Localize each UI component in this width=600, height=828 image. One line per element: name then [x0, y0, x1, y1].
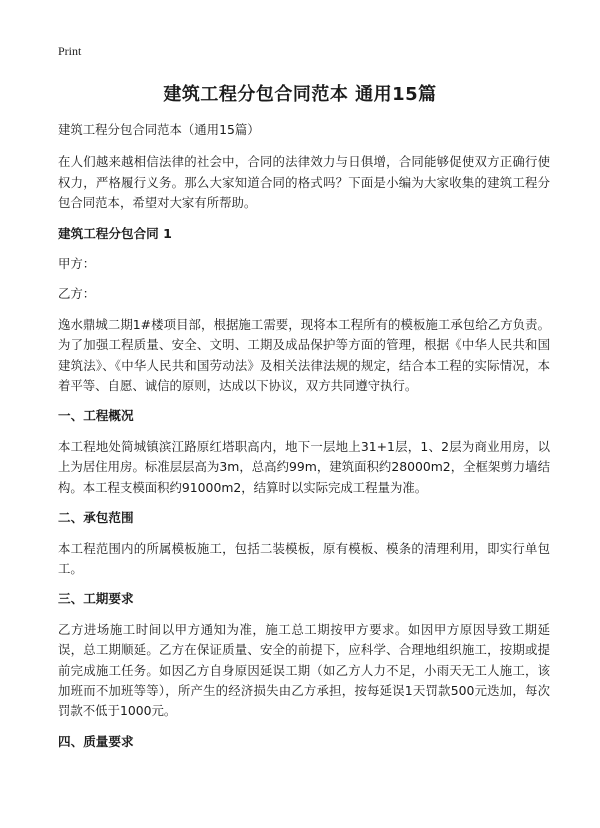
section-heading-schedule: 三、工期要求	[58, 591, 134, 607]
party-b-line: 乙方：	[58, 286, 96, 302]
section-body-overview: 本工程地处简城镇滨江路原红塔职高内，地下一层地上31+1层，1、2层为商业用房，以上为居住用房。标准层层高为3m，总高约99m，建筑面积约28000m2，全框架剪力墙结构。本工程支模面积约91000m2，结算时以实际完成工程量为准。	[58, 438, 550, 495]
document-content	[58, 120, 550, 762]
section-heading-overview: 一、工程概况	[58, 408, 134, 424]
contract-heading: 建筑工程分包合同 1	[58, 225, 172, 241]
section-heading-quality: 四、质量要求	[58, 733, 134, 749]
preamble-paragraph: 逸水鼎城二期1#楼项目部，根据施工需要，现将本工程所有的模板施工承包给乙方负责。为了加强工程质量、安全、文明、工期及成品保护等方面的管理，根据《中华人民共和国建筑法》、《中华人民共和国劳动法》及相关法律法规的规定，结合本工程的实际情况，本着平等、自愿、诚信的原则，达成以下协议，双方共同遵守执行。	[58, 316, 550, 394]
section-body-scope: 本工程范围内的所属模板施工，包括二装模板，原有模板、模条的清理利用，即实行单包工。	[58, 540, 550, 576]
section-heading-scope: 二、承包范围	[58, 510, 134, 526]
print-link[interactable]: Print	[58, 44, 82, 58]
document-subtitle: 建筑工程分包合同范本（通用15篇）	[58, 122, 260, 137]
party-a-line: 甲方：	[58, 256, 96, 272]
document-title: 建筑工程分包合同范本 通用15篇	[163, 84, 437, 105]
intro-paragraph: 在人们越来越相信法律的社会中，合同的法律效力与日俱增，合同能够促使双方正确行使权力，严格履行义务。那么大家知道合同的格式吗？下面是小编为大家收集的建筑工程分包合同范本，希望对大家有所帮助。	[58, 154, 550, 211]
section-body-schedule: 乙方进场施工时间以甲方通知为准，施工总工期按甲方要求。如因甲方原因导致工期延误，总工期顺延。乙方在保证质量、安全的前提下，应科学、合理地组织施工，按期或提前完成施工任务。如因乙方自身原因延误工期（如乙方人力不足，小雨天无工人施工，该加班而不加班等等），所产生的经济损失由乙方承担，按每延误1天罚款500元迭加，每次罚款不低于1000元。	[58, 621, 550, 719]
